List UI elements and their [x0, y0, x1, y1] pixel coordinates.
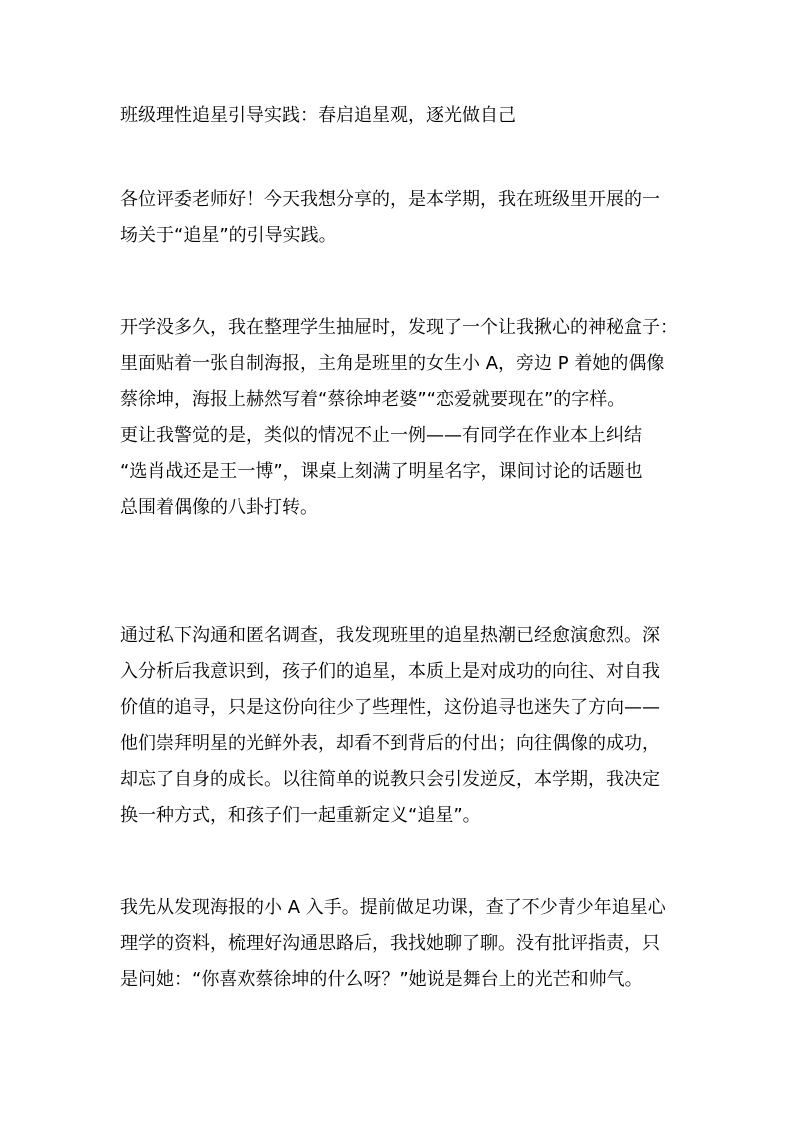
text-line: “选肖战还是王一博”，课桌上刻满了明星名字，课间讨论的话题也	[120, 461, 643, 482]
text-line: 是问她：“你喜欢蔡徐坤的什么呀？”她说是舞台上的光芒和帅气。	[120, 969, 643, 990]
text-line: 却忘了自身的成长。以往简单的说教只会引发逆反，本学期，我决定	[120, 769, 660, 790]
text-line: 开学没多久，我在整理学生抽屉时，发现了一个让我揪心的神秘盒子：	[120, 317, 678, 338]
text-line: 他们崇拜明星的光鲜外表，却看不到背后的付出；向往偶像的成功，	[120, 733, 660, 754]
paragraph-greeting	[120, 182, 680, 254]
text-line: 更让我警觉的是，类似的情况不止一例——有同学在作业本上纠结	[120, 425, 642, 446]
text-line: 换一种方式，和孩子们一起重新定义“追星”。	[120, 805, 481, 826]
text-line: 总围着偶像的八卦打转。	[120, 497, 318, 518]
document-title: 班级理性追星引导实践：春启追星观，逐光做自己	[120, 105, 516, 126]
text-line: 理学的资料，梳理好沟通思路后，我找她聊了聊。没有批评指责，只	[120, 933, 660, 954]
text-line: 里面贴着一张自制海报，主角是班里的女生小 A，旁边 P 着她的偶像	[120, 353, 665, 374]
text-line: 价值的追寻，只是这份向往少了些理性，这份追寻也迷失了方向——	[120, 697, 660, 718]
text-line: 场关于“追星”的引导实践。	[120, 225, 337, 246]
text-line: 各位评委老师好！今天我想分享的，是本学期，我在班级里开展的一	[120, 189, 660, 210]
text-line: 通过私下沟通和匿名调查，我发现班里的追星热潮已经愈演愈烈。深	[120, 625, 660, 646]
paragraph-analysis	[120, 618, 680, 834]
text-line: 蔡徐坤，海报上赫然写着“蔡徐坤老婆”“恋爱就要现在”的字样。	[120, 389, 626, 410]
text-line: 我先从发现海报的小 A 入手。提前做足功课，查了不少青少年追星心	[120, 897, 666, 918]
paragraph-conversation	[120, 890, 680, 998]
text-line: 入分析后我意识到，孩子们的追星，本质上是对成功的向往、对自我	[120, 661, 660, 682]
paragraph-discovery	[120, 310, 680, 526]
